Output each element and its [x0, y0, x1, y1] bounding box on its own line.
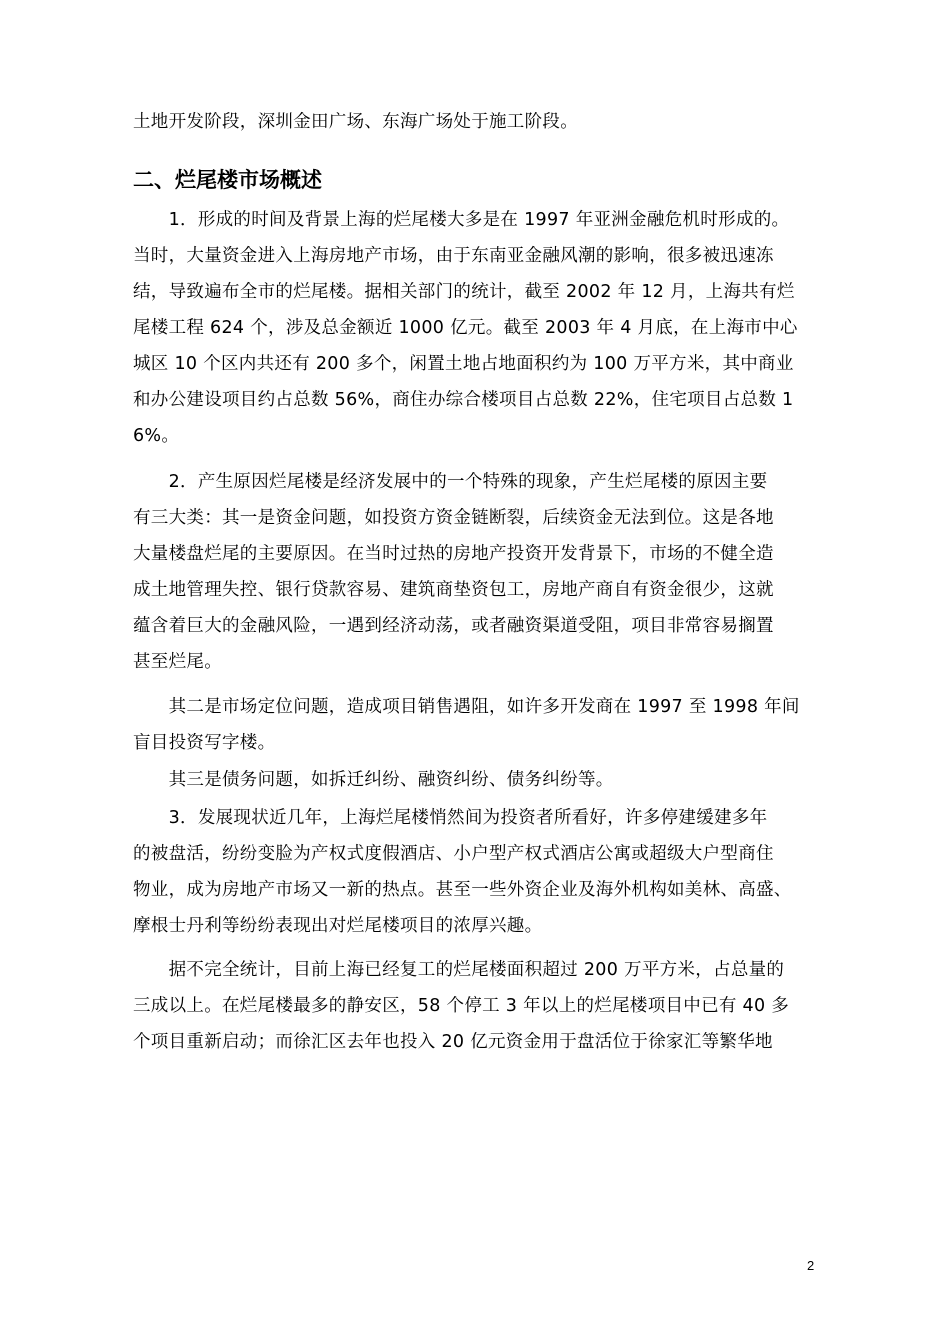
- body-line: 其二是市场定位问题，造成项目销售遇阻，如许多开发商在 1997 至 1998 年间: [133, 697, 800, 717]
- body-line: 物业，成为房地产市场又一新的热点。甚至一些外资企业及海外机构如美林、高盛、: [133, 880, 792, 900]
- body-line: 结，导致遍布全市的烂尾楼。据相关部门的统计，截至 2002 年 12 月，上海共有烂: [133, 282, 795, 302]
- body-line: 蕴含着巨大的金融风险，一遇到经济动荡，或者融资渠道受阻，项目非常容易搁置: [133, 616, 774, 636]
- body-line: 3．发展现状近几年，上海烂尾楼悄然间为投资者所看好，许多停建缓建多年: [133, 808, 768, 828]
- page-number: 2: [807, 1258, 815, 1273]
- body-line: 成土地管理失控、银行贷款容易、建筑商垫资包工，房地产商自有资金很少，这就: [133, 580, 774, 600]
- body-line: 摩根士丹利等纷纷表现出对烂尾楼项目的浓厚兴趣。: [133, 916, 543, 936]
- body-line: 和办公建设项目约占总数 56%，商住办综合楼项目占总数 22%，住宅项目占总数 1: [133, 390, 794, 410]
- body-line: 6%。: [133, 426, 180, 446]
- body-line: 城区 10 个区内共还有 200 多个，闲置土地占地面积约为 100 万平方米，其中商业: [133, 354, 794, 374]
- section-heading: 二、烂尾楼市场概述: [133, 168, 322, 192]
- body-line: 大量楼盘烂尾的主要原因。在当时过热的房地产投资开发背景下，市场的不健全造: [133, 544, 774, 564]
- body-line: 当时，大量资金进入上海房地产市场，由于东南亚金融风潮的影响，很多被迅速冻: [133, 246, 774, 266]
- body-line: 盲目投资写字楼。: [133, 733, 276, 753]
- body-line: 的被盘活，纷纷变脸为产权式度假酒店、小户型产权式酒店公寓或超级大户型商住: [133, 844, 774, 864]
- body-line: 据不完全统计，目前上海已经复工的烂尾楼面积超过 200 万平方米，占总量的: [133, 960, 785, 980]
- body-line: 1．形成的时间及背景上海的烂尾楼大多是在 1997 年亚洲金融危机时形成的。: [133, 210, 790, 230]
- body-line: 土地开发阶段，深圳金田广场、东海广场处于施工阶段。: [133, 112, 578, 132]
- body-line: 三成以上。在烂尾楼最多的静安区，58 个停工 3 年以上的烂尾楼项目中已有 40 多: [133, 996, 790, 1016]
- body-line: 甚至烂尾。: [133, 652, 222, 672]
- body-line: 个项目重新启动；而徐汇区去年也投入 20 亿元资金用于盘活位于徐家汇等繁华地: [133, 1032, 773, 1052]
- body-line: 2．产生原因烂尾楼是经济发展中的一个特殊的现象，产生烂尾楼的原因主要: [133, 472, 768, 492]
- body-line: 有三大类：其一是资金问题，如投资方资金链断裂，后续资金无法到位。这是各地: [133, 508, 774, 528]
- body-line: 其三是债务问题，如拆迁纠纷、融资纠纷、债务纠纷等。: [133, 770, 614, 790]
- body-line: 尾楼工程 624 个，涉及总金额近 1000 亿元。截至 2003 年 4 月底，在上海市中心: [133, 318, 798, 338]
